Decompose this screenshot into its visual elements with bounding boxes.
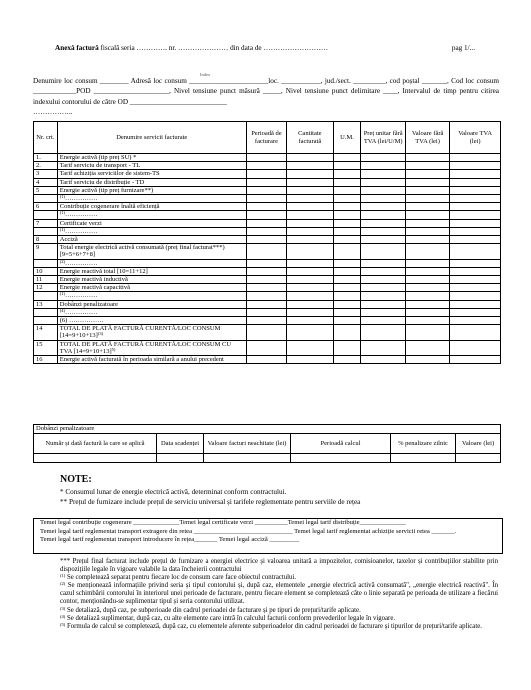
empty-cell — [287, 195, 333, 203]
col-header-nr: Nr. crt. — [34, 122, 58, 154]
table-row — [34, 317, 501, 325]
footnote-mark: (3) — [60, 605, 66, 611]
empty-cell — [333, 308, 361, 316]
empty-cell — [333, 178, 361, 186]
service-name — [57, 276, 246, 284]
empty-cell — [287, 154, 333, 162]
page-number: pag 1/... — [451, 44, 475, 52]
empty-cell — [405, 292, 449, 300]
service-name — [57, 340, 246, 355]
empty-cell — [450, 154, 501, 162]
col-header-due-date: Data scadenței — [157, 434, 204, 454]
empty-cell — [246, 325, 286, 340]
empty-cell — [333, 219, 361, 227]
table-row — [34, 276, 501, 284]
empty-cell — [287, 276, 333, 284]
table-row — [34, 267, 501, 275]
table-row — [34, 227, 501, 235]
empty-cell — [450, 308, 501, 316]
note-supply-price: ** Prețul de furnizare include prețul de serviciu universal și tarifele reglementate pentru serviile de rețea — [60, 498, 361, 506]
empty-cell — [405, 276, 449, 284]
service-label: Tarif serviciu de distribuție - TD — [59, 178, 145, 186]
index-mark: Index — [200, 72, 211, 77]
empty-cell — [333, 317, 361, 325]
empty-cell — [287, 186, 333, 194]
footnote-text: Se detaliază suplimentar, după caz, cu alte elemente care intră în calculul facturii conform prevederilor legale în vigoare. — [65, 614, 396, 622]
service-name — [57, 227, 246, 235]
empty-cell — [246, 186, 286, 194]
footnote-mark: (3) — [97, 331, 104, 337]
footnote-mark: 5) — [111, 346, 116, 352]
empty-cell — [246, 292, 286, 300]
empty-cell — [246, 162, 286, 170]
empty-cell — [405, 211, 449, 219]
empty-cell — [246, 170, 286, 178]
footnote-mark: (4) — [59, 307, 65, 313]
service-name — [57, 170, 246, 178]
row-number — [34, 292, 58, 300]
penalty-interest-title: Dobânzi penalizatoare — [34, 425, 501, 434]
empty-cell — [333, 276, 361, 284]
empty-cell — [405, 308, 449, 316]
empty-cell — [287, 227, 333, 235]
service-name — [57, 267, 246, 275]
row-number: 16 — [34, 356, 58, 364]
table-row — [34, 178, 501, 186]
note-consumption: * Consumul lunar de energie electrică activă, determinat conform contractului. — [60, 488, 287, 496]
table-row — [34, 308, 501, 316]
empty-cell — [246, 340, 286, 355]
empty-cell — [333, 162, 361, 170]
service-name — [57, 211, 246, 219]
empty-cell — [287, 211, 333, 219]
empty-cell — [450, 267, 501, 275]
col-header-unpaid-value: Valoare facturi neachitate (lei) — [204, 434, 291, 454]
col-header-period: Perioadă de facturare — [246, 122, 286, 154]
row-number: 2. — [34, 162, 58, 170]
annex-title-bold: Anexă factură — [55, 44, 99, 52]
col-header-penalty-value: Valoare (lei) — [456, 434, 501, 454]
empty-cell — [450, 211, 501, 219]
footnote — [60, 558, 498, 574]
table-row — [34, 356, 501, 364]
empty-cell — [450, 170, 501, 178]
row-number — [34, 259, 58, 267]
empty-cell — [405, 154, 449, 162]
footnote-text: Se menționează informațiile privind seria și tipul contorului și, după caz, elementele „energie electrică activă consumată", „energie electrică reactivă". În cazul schimbării contorului în interiorul unei perioade de facturare, pentru fiecare element se completează câte o linie separată pe perioada de utilizare a fiecărui contor, menționându-se suplimentar tipul și seria contorului utilizat. — [60, 582, 498, 606]
table-row — [34, 236, 501, 244]
empty-cell — [246, 227, 286, 235]
empty-cell — [287, 203, 333, 211]
service-label: …………… — [65, 227, 98, 235]
table-row — [34, 195, 501, 203]
empty-cell — [450, 259, 501, 267]
empty-cell — [333, 356, 361, 364]
empty-cell — [287, 259, 333, 267]
penalty-empty-row — [34, 454, 501, 463]
service-name — [57, 244, 246, 259]
empty-cell — [361, 244, 405, 259]
empty-cell — [287, 292, 333, 300]
consumption-point-info — [33, 76, 499, 117]
row-number: 9 — [34, 244, 58, 259]
billed-services-table — [33, 121, 501, 364]
table-row — [34, 340, 501, 355]
service-name — [57, 300, 246, 308]
empty-cell — [450, 340, 501, 355]
service-label: TOTAL DE PLATĂ FACTURĂ CURENTĂ/LOC CONSUM CU TVA [14=9+10+13] — [59, 340, 232, 355]
empty-cell — [287, 178, 333, 186]
row-number: 14 — [34, 325, 58, 340]
empty-cell — [361, 308, 405, 316]
service-label: Acciză — [59, 236, 78, 244]
legal-basis-line: Temei legal tarif reglementat transport extragere din retea ______________________________ Temei legal tarif reglementat achiziție servicii retea _______. — [40, 527, 457, 535]
table-row — [34, 203, 501, 211]
empty-cell — [405, 195, 449, 203]
footnotes — [60, 558, 498, 631]
footnote-mark: (2) — [59, 258, 65, 264]
service-name — [57, 178, 246, 186]
empty-cell — [405, 170, 449, 178]
empty-cell — [405, 284, 449, 292]
empty-cell — [361, 178, 405, 186]
table-row — [34, 325, 501, 340]
footnote-mark: (1) — [59, 291, 65, 297]
annex-title-rest: fiscală seria …………. nr. ………………… din data de ……………………… — [98, 44, 329, 52]
table-row — [34, 284, 501, 292]
empty-cell — [450, 244, 501, 259]
service-name — [57, 356, 246, 364]
empty-cell — [246, 356, 286, 364]
empty-cell — [405, 259, 449, 267]
empty-cell — [361, 211, 405, 219]
empty-cell — [246, 284, 286, 292]
empty-cell — [287, 308, 333, 316]
empty-cell — [361, 267, 405, 275]
empty-cell — [450, 292, 501, 300]
service-name — [57, 284, 246, 292]
empty-cell — [405, 162, 449, 170]
row-number: 15 — [34, 340, 58, 355]
footnote — [60, 582, 498, 606]
footnote-mark: (2) — [60, 581, 66, 587]
empty-cell — [405, 203, 449, 211]
row-number — [34, 211, 58, 219]
col-header-service: Denumire servicii facturate — [57, 122, 246, 154]
empty-cell — [361, 325, 405, 340]
footnote-mark: (1) — [60, 573, 66, 579]
empty-cell — [287, 170, 333, 178]
footnote-text: Se completează separat pentru fiecare loc de consum care face obiectul contractului. — [65, 574, 297, 582]
empty-cell — [246, 195, 286, 203]
empty-cell — [361, 236, 405, 244]
empty-cell — [405, 178, 449, 186]
empty-cell — [405, 300, 449, 308]
empty-cell — [361, 195, 405, 203]
service-name — [57, 219, 246, 227]
footnote — [60, 615, 498, 623]
row-number: 5 — [34, 186, 58, 194]
empty-cell — [246, 276, 286, 284]
footnote-mark: (1) — [59, 194, 65, 200]
empty-cell — [450, 195, 501, 203]
row-number — [34, 308, 58, 316]
empty-cell — [361, 170, 405, 178]
table-row — [34, 186, 501, 194]
empty-cell — [361, 292, 405, 300]
empty-cell — [287, 325, 333, 340]
col-header-quantity: Cantitate facturată — [287, 122, 333, 154]
empty-cell — [361, 259, 405, 267]
service-label: Energie reactivă capacitivă — [59, 284, 131, 292]
col-header-unit: U.M. — [333, 122, 361, 154]
service-label: Certificate verzi — [59, 219, 102, 227]
empty-cell — [450, 178, 501, 186]
service-label: …………… — [65, 292, 98, 300]
service-name — [57, 186, 246, 194]
empty-cell — [246, 211, 286, 219]
empty-cell — [361, 284, 405, 292]
row-number: 4 — [34, 178, 58, 186]
legal-basis-line: Temei legal tarif reglementat transport introducere în rețea_______ Temei legal acciză _________ — [40, 536, 300, 544]
empty-cell — [333, 325, 361, 340]
empty-cell — [287, 267, 333, 275]
empty-cell — [450, 203, 501, 211]
service-label: Energie activă facturată în perioada similară a anului precedent — [59, 356, 224, 364]
consumption-point-fields: Denumire loc consum ________ Adresă loc consum ______________________loc. ___________, jud./sect. _________, cod poștal _______, Cod loc consum ____________POD _____________________, Nivel tensiune punct măsură _____, Nivel tensiune punct delimitare ____, Intervalul de timp pentru citirea indexului contorului de către OD ___________________________ — [33, 77, 499, 106]
service-name — [57, 308, 246, 316]
footnote-mark: (5) — [60, 621, 66, 627]
service-label: …………… — [65, 211, 98, 219]
empty-cell — [287, 162, 333, 170]
service-label: …………… — [65, 195, 98, 203]
empty-cell — [450, 186, 501, 194]
row-number: 3 — [34, 170, 58, 178]
footnote-text: Formula de calcul se completează, după caz, cu elementele aferente subperioadelor din cadrul perioadei de facturare și tipurilor de prețuri/tarife aplicate. — [65, 622, 482, 630]
empty-cell — [287, 317, 333, 325]
empty-cell — [246, 203, 286, 211]
service-label: Energie reactivă inductivă — [59, 276, 128, 284]
empty-cell — [405, 186, 449, 194]
notes-title: NOTE: — [60, 474, 92, 485]
empty-cell — [333, 203, 361, 211]
col-header-unit-price: Preț unitar fără TVA (lei/U/M) — [361, 122, 405, 154]
row-number — [34, 317, 58, 325]
col-header-calc-period: Perioadă calcul — [291, 434, 391, 454]
notes-block — [60, 487, 500, 507]
service-label: Energie activă (tip preț furnizare**) — [59, 186, 154, 194]
empty-cell — [246, 154, 286, 162]
col-header-invoice-ref: Număr și dată factură la care se aplică — [34, 434, 157, 454]
empty-cell — [333, 170, 361, 178]
empty-cell — [246, 267, 286, 275]
footnote-mark: (1) — [59, 210, 65, 216]
service-label: …………… — [65, 259, 98, 267]
empty-cell — [333, 227, 361, 235]
empty-cell — [287, 236, 333, 244]
billed-services-header-row — [34, 122, 501, 154]
row-number: 13 — [34, 300, 58, 308]
service-label: TOTAL DE PLATĂ FACTURĂ CURENTĂ/LOC CONSUM [14=9+10+13] — [59, 325, 221, 340]
table-row — [34, 259, 501, 267]
service-name — [57, 162, 246, 170]
service-name — [57, 195, 246, 203]
empty-cell — [405, 219, 449, 227]
table-row — [34, 162, 501, 170]
service-label: …………… — [65, 308, 98, 316]
empty-cell — [287, 219, 333, 227]
empty-cell — [361, 203, 405, 211]
empty-cell — [361, 162, 405, 170]
table-row — [34, 219, 501, 227]
empty-cell — [287, 300, 333, 308]
footnote-text: Se detaliază, după caz, pe subperioade din cadrul perioadei de facturare și pe tipuri de prețuri/tarife aplicate. — [65, 606, 361, 614]
empty-cell — [287, 244, 333, 259]
empty-cell — [361, 356, 405, 364]
empty-cell — [405, 340, 449, 355]
penalty-interest-table — [33, 424, 501, 463]
empty-cell — [450, 219, 501, 227]
empty-cell — [405, 227, 449, 235]
service-name — [57, 292, 246, 300]
table-row — [34, 292, 501, 300]
empty-cell — [333, 267, 361, 275]
empty-cell — [246, 236, 286, 244]
service-label: Energie reactivă total [10=11+12] — [59, 267, 148, 275]
empty-cell — [450, 325, 501, 340]
empty-cell — [333, 186, 361, 194]
col-header-daily-penalty: % penalizare zilnic — [391, 434, 456, 454]
empty-cell — [246, 219, 286, 227]
empty-cell — [450, 284, 501, 292]
col-header-value-no-vat: Valoare fără TVA (lei) — [405, 122, 449, 154]
empty-cell — [287, 356, 333, 364]
empty-cell — [405, 244, 449, 259]
empty-cell — [333, 236, 361, 244]
empty-cell — [333, 154, 361, 162]
row-number: 6 — [34, 203, 58, 211]
empty-cell — [333, 340, 361, 355]
table-row — [34, 244, 501, 259]
row-number: 1. — [34, 154, 58, 162]
empty-cell — [450, 276, 501, 284]
empty-cell — [405, 267, 449, 275]
service-label: Contribuție cogenerare înaltă eficiență — [59, 203, 160, 211]
legal-basis-box — [33, 518, 503, 554]
empty-cell — [333, 211, 361, 219]
empty-cell — [450, 227, 501, 235]
empty-cell — [405, 317, 449, 325]
service-label: Dobânzi penalizatoare — [59, 300, 119, 308]
empty-cell — [246, 178, 286, 186]
empty-cell — [333, 195, 361, 203]
empty-cell — [450, 236, 501, 244]
empty-cell — [450, 300, 501, 308]
service-label: (6) ……………. — [59, 317, 104, 325]
empty-cell — [361, 219, 405, 227]
empty-cell — [333, 284, 361, 292]
empty-cell — [287, 340, 333, 355]
table-row — [34, 211, 501, 219]
service-label: Tarif achiziția serviciilor de sistem-TS — [59, 170, 160, 178]
table-row — [34, 300, 501, 308]
service-name — [57, 154, 246, 162]
row-number: 10 — [34, 267, 58, 275]
empty-cell — [333, 292, 361, 300]
row-number — [34, 195, 58, 203]
footnote-mark: (4) — [60, 613, 66, 619]
row-number: 11 — [34, 276, 58, 284]
footnote — [60, 623, 498, 631]
empty-cell — [246, 259, 286, 267]
consumption-point-continuation: …………….. — [33, 107, 73, 116]
empty-cell — [405, 325, 449, 340]
empty-cell — [361, 186, 405, 194]
service-label: Tarif serviciu de transport - TL — [59, 162, 141, 170]
service-name — [57, 317, 246, 325]
row-number: 8 — [34, 236, 58, 244]
service-label: Total energie electrică activă consumată (preț final facturat***) [9=5+6+7+8] — [59, 244, 225, 259]
empty-cell — [246, 300, 286, 308]
empty-cell — [333, 300, 361, 308]
table-row — [34, 154, 501, 162]
empty-cell — [405, 356, 449, 364]
empty-cell — [405, 236, 449, 244]
footnote-mark: (1) — [59, 226, 65, 232]
empty-cell — [333, 259, 361, 267]
service-name — [57, 259, 246, 267]
empty-cell — [450, 356, 501, 364]
empty-cell — [361, 154, 405, 162]
empty-cell — [361, 227, 405, 235]
invoice-annex-header — [55, 44, 475, 52]
service-label: Energie activă (tip preț SU) * — [59, 154, 137, 161]
row-number: 12 — [34, 284, 58, 292]
service-name — [57, 325, 246, 340]
empty-cell — [333, 244, 361, 259]
col-header-vat: Valoare TVA (lei) — [450, 122, 501, 154]
empty-cell — [246, 308, 286, 316]
empty-cell — [450, 317, 501, 325]
legal-basis-line: Temei legal contribuție cogenerare ______________Temei legal certificate verzi __________Temei legal tarif distribuție______________ — [40, 519, 406, 526]
footnote-text: *** Prețul final facturat include prețul de furnizare a energiei electrice și valoarea unitară a impozitelor, comisioanelor, taxelor și contribuțiilor stabilite prin dispozițiile legale în vigoare valabile la data încheierii contractului — [60, 558, 498, 574]
empty-cell — [287, 284, 333, 292]
empty-cell — [361, 300, 405, 308]
table-row — [34, 170, 501, 178]
service-name — [57, 236, 246, 244]
row-number — [34, 227, 58, 235]
empty-cell — [450, 162, 501, 170]
empty-cell — [246, 317, 286, 325]
empty-cell — [361, 276, 405, 284]
footnote — [60, 607, 498, 615]
empty-cell — [361, 317, 405, 325]
empty-cell — [246, 244, 286, 259]
service-name — [57, 203, 246, 211]
empty-cell — [361, 340, 405, 355]
row-number: 7 — [34, 219, 58, 227]
